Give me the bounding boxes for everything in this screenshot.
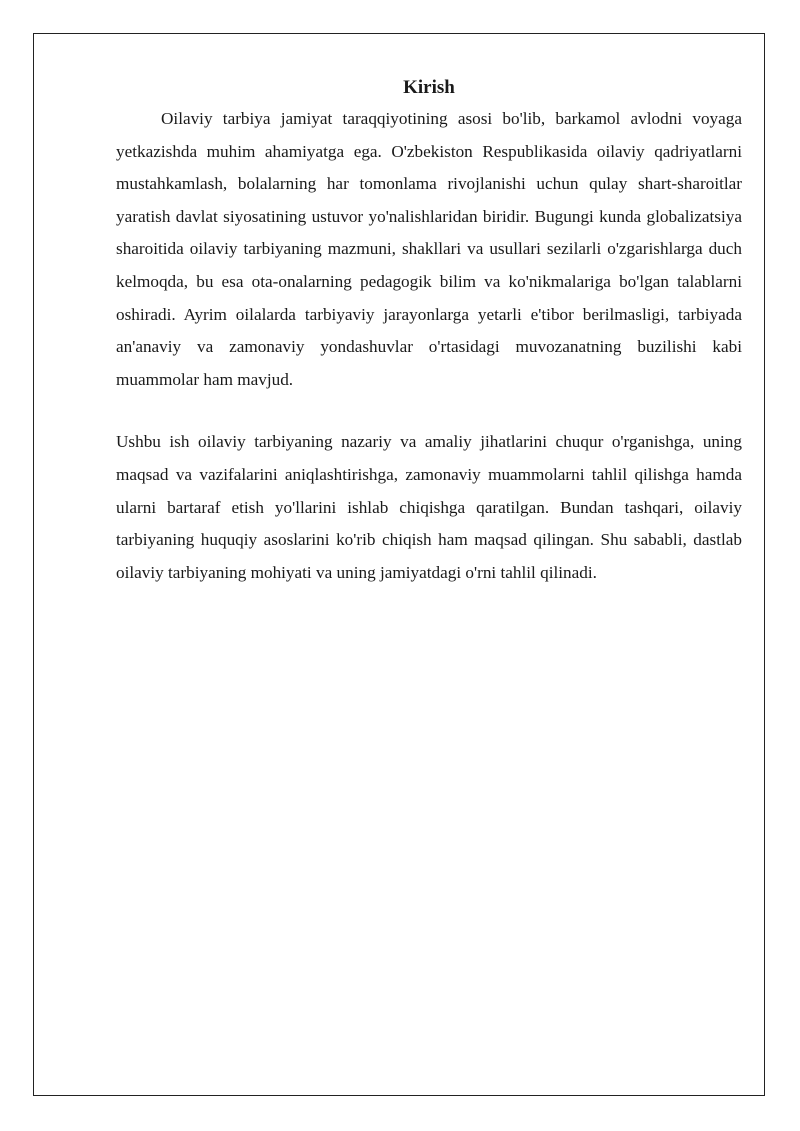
document-title: Kirish: [403, 77, 455, 98]
paragraph-purpose: Ushbu ish oilaviy tarbiyaning nazariy va amaliy jihatlarini chuqur o'rganishga, uning maqsad va vazifalarini aniqlashtirishga, zamonaviy muammolarni tahlil qilishga hamda ularni bartaraf etish yo'llarini ishlab chiqishga qaratilgan. Bundan tashqari, oilaviy tarbiyaning huquqiy asoslarini ko'rib chiqish ham maqsad qilingan. Shu sababli, dastlab oilaviy tarbiyaning mohiyati va uning jamiyatdagi o'rni tahlil qilinadi.: [116, 432, 742, 582]
paragraph-spacer: [116, 396, 742, 426]
paragraph-introduction: Oilaviy tarbiya jamiyat taraqqiyotining asosi bo'lib, barkamol avlodni voyaga yetkazishda muhim ahamiyatga ega. O'zbekiston Respublikasida oilaviy qadriyatlarni mustahkamlash, bolalarning har tomonlama rivojlanishi uchun qulay shart-sharoitlar yaratish davlat siyosatining ustuvor yo'nalishlaridan biridir. Bugungi kunda globalizatsiya sharoitida oilaviy tarbiyaning mazmuni, shakllari va usullari sezilarli o'zgarishlarga duch kelmoqda, bu esa ota-onalarning pedagogik bilim va ko'nikmalariga bo'lgan talablarni oshiradi. Ayrim oilalarda tarbiyaviy jarayonlarga yetarli e'tibor berilmasligi, tarbiyada an'anaviy va zamonaviy yondashuvlar o'rtasidagi muvozanatning buzilishi kabi muammolar ham mavjud.: [116, 109, 742, 389]
document-body: [116, 74, 742, 589]
